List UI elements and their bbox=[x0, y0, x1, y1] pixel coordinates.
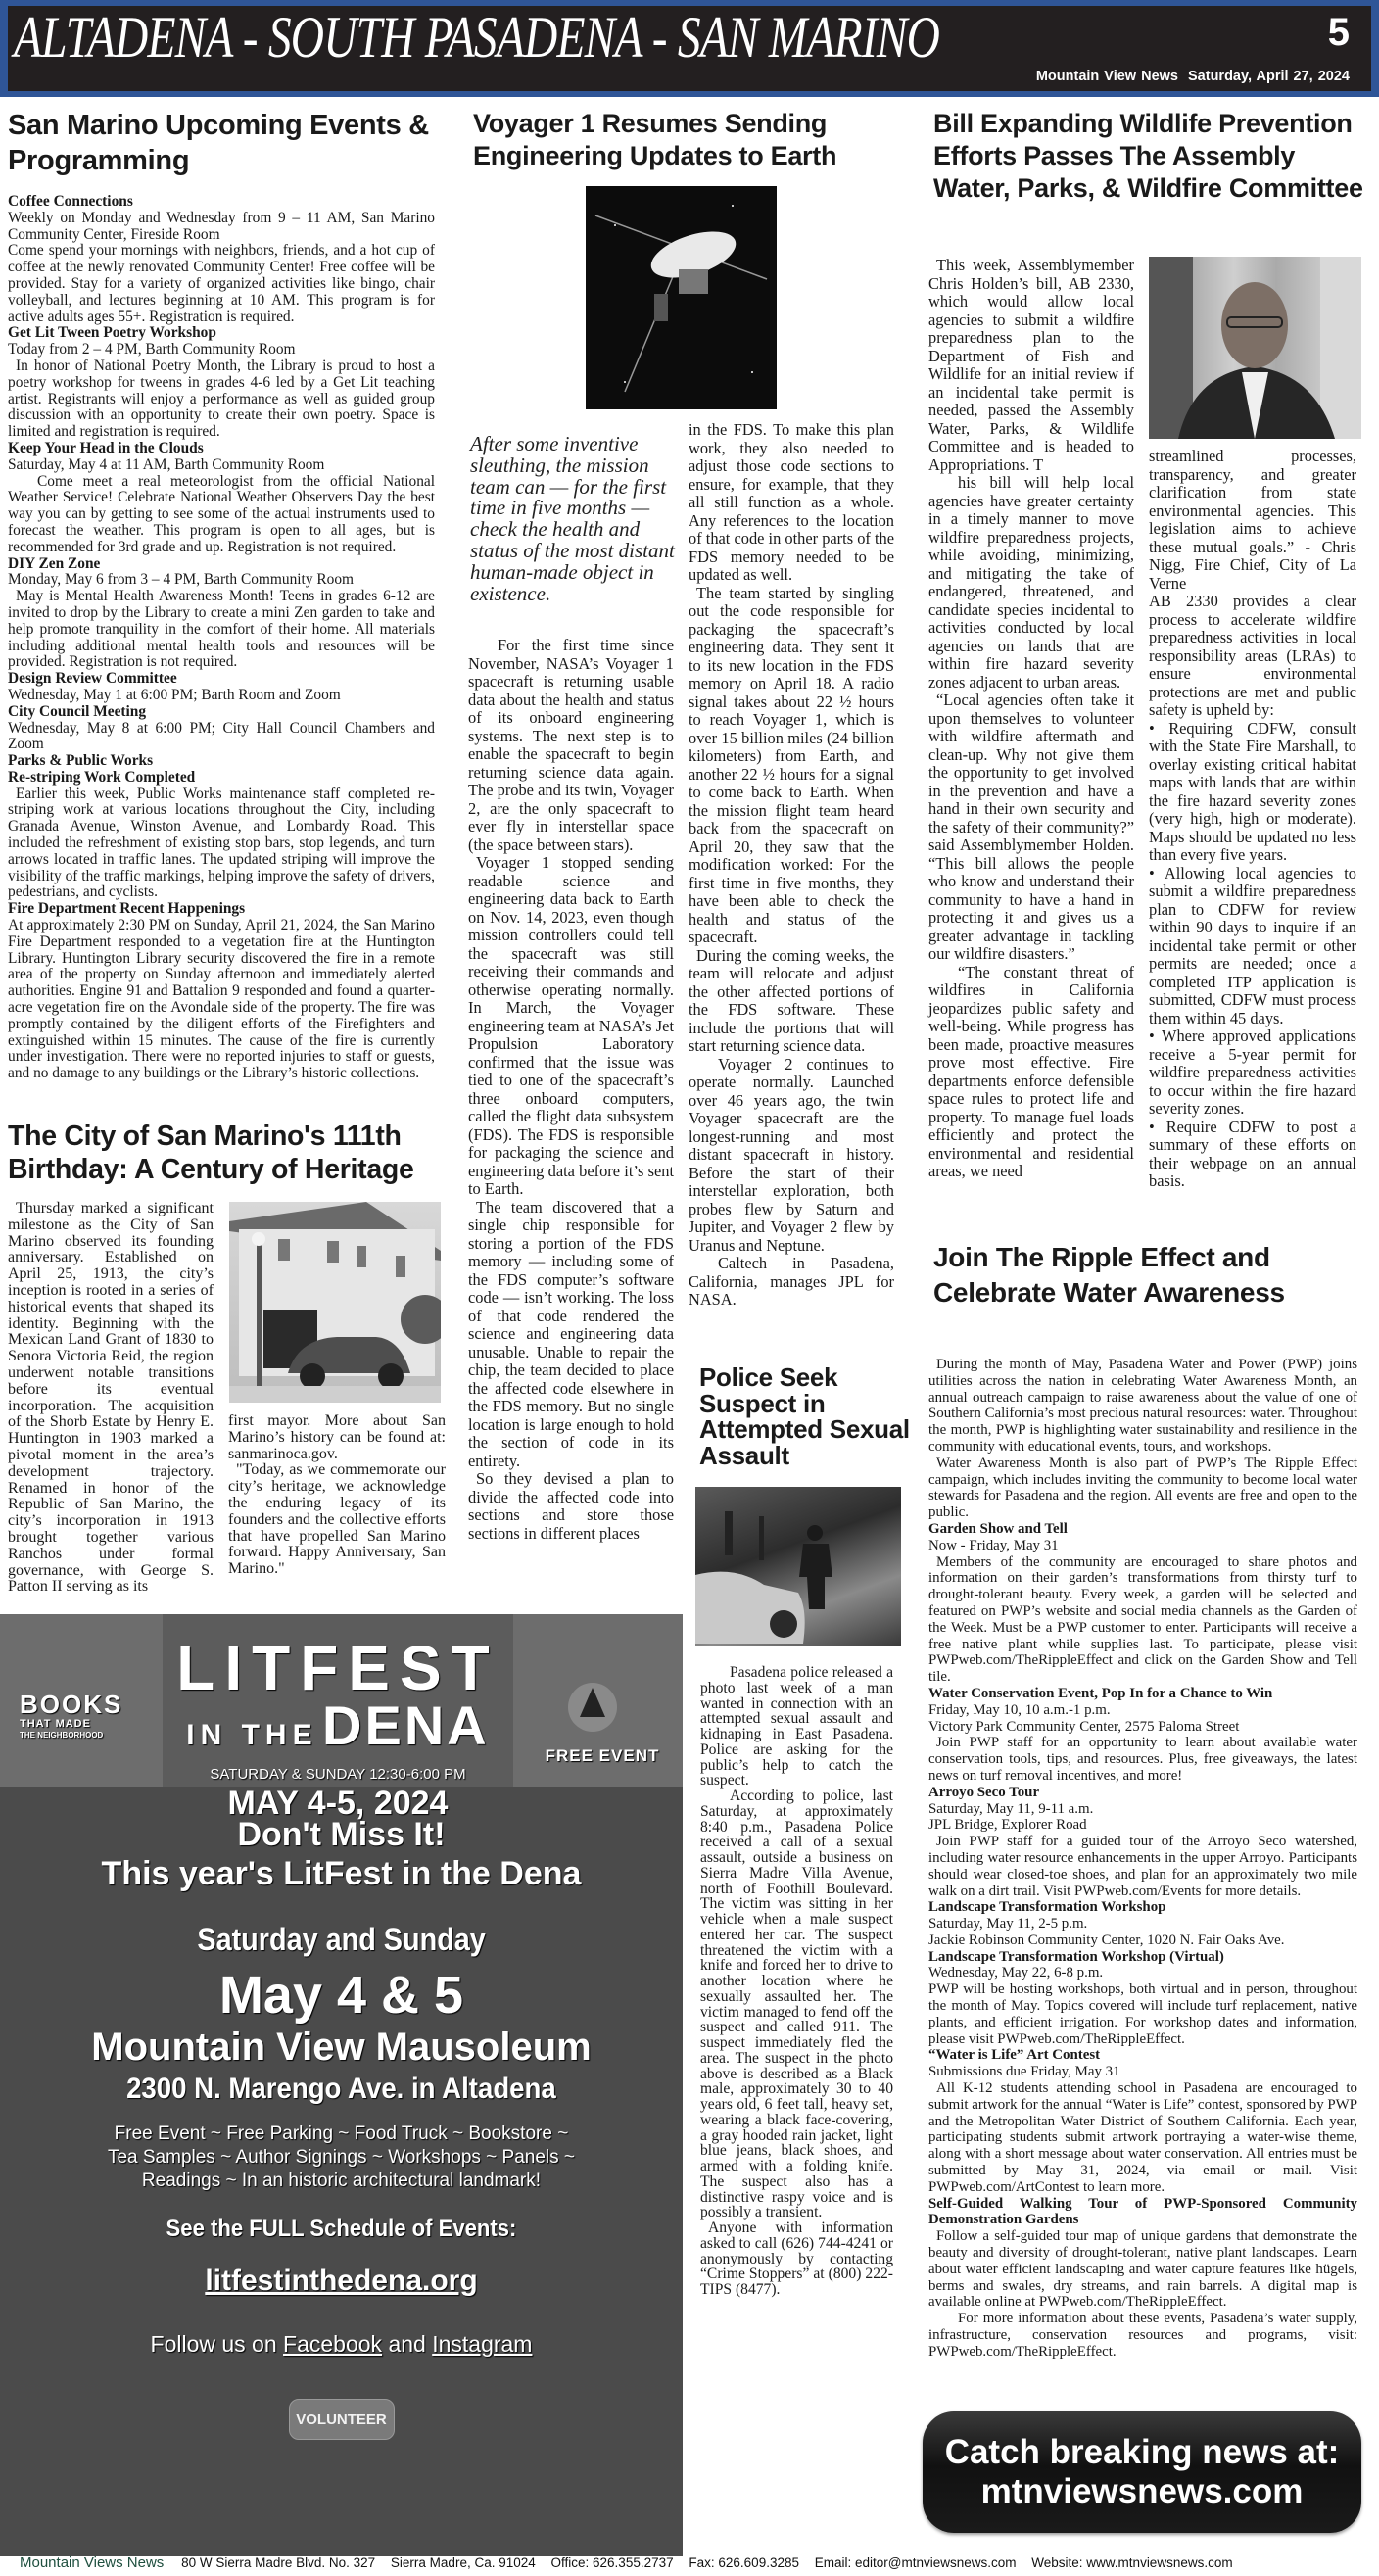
paragraph: PWP will be hosting workshops, both virtual and in person, throughout the month of May. Topics covered will include turf replacement, native plants, and efficient irrigation. For workshop dates and information, please visit PWPweb.com/TheRippleEffect. bbox=[928, 1981, 1357, 2047]
subheading: Keep Your Head in the Clouds bbox=[8, 439, 204, 456]
paragraph: For more information about these events, Pasadena’s water supply, infrastructure, conservation resources and programs, visit: PWPweb.com/TheRippleEffect. bbox=[928, 2311, 1357, 2360]
page-number: 5 bbox=[1327, 11, 1350, 54]
paragraph: Wednesday, May 1 at 6:00 PM; Barth Room and Zoom bbox=[8, 686, 341, 703]
ad-address: 2300 N. Marengo Ave. in Altadena bbox=[126, 2073, 556, 2105]
ripple-body bbox=[928, 1357, 1357, 2361]
paragraph: Wednesday, May 22, 6-8 p.m. bbox=[928, 1965, 1104, 1981]
ad-venue: Mountain View Mausoleum bbox=[91, 2026, 592, 2069]
paragraph: “The constant threat of wildfires in California jeopardizes public safety and well-being. While progress has been made, proactive measures prove most effective. Fire departments enforce defensible space rules to protect life and property. To manage fuel loads efficiently and protect the environmental and residential areas, we need bbox=[928, 962, 1134, 1180]
paragraph: During the coming weeks, the team will relocate and adjust the other affected portions of the FDS software. These include the portions that will start returning science data. bbox=[689, 945, 894, 1055]
footer-email[interactable]: Email: editor@mtnviewsnews.com bbox=[814, 2555, 1017, 2570]
paragraph: in the FDS. To make this plan work, they also needed to adjust those code sections to ensure, for example, that they all still function as a whole. Any references to the location of that code in other parts of the FDS memory needed to be updated as well. bbox=[689, 420, 894, 584]
suspect-photo bbox=[695, 1487, 901, 1646]
paragraph: Caltech in Pasadena, California, manages JPL for NASA. bbox=[689, 1254, 894, 1309]
paragraph: AB 2330 provides a clear process to accelerate wildfire preparedness activities in local responsibility areas (LRAs) to ensure environmental protections are met and public safety is upheld by: bbox=[1149, 592, 1356, 719]
bill-body-right bbox=[1149, 448, 1356, 1191]
publication-name: Mountain View News bbox=[1035, 69, 1178, 84]
breaking-news-url: mtnviewsnews.com bbox=[980, 2472, 1304, 2510]
paragraph: Saturday, May 11, 2-5 p.m. bbox=[928, 1916, 1088, 1932]
paragraph: Join PWP staff for a guided tour of the Arroyo Seco watershed, including water resource enhancements in the upper Arroyo. Participants should wear closed-toe shoes, and plan for an approximately two mile walk on a dirt trail. Visit PWPweb.com/Events for more details. bbox=[928, 1834, 1357, 1899]
paragraph: So they devised a plan to divide the affected code into sections and store those sections in different places bbox=[468, 1469, 674, 1543]
free-event-label: FREE EVENT bbox=[545, 1746, 660, 1765]
litfest-advertisement[interactable] bbox=[0, 1614, 683, 2556]
subheading: Landscape Transformation Workshop (Virtual) bbox=[928, 1948, 1224, 1965]
holden-portrait bbox=[1149, 257, 1361, 439]
subheading: Landscape Transformation Workshop bbox=[928, 1899, 1166, 1916]
paragraph: Saturday, May 4 at 11 AM, Barth Community Room bbox=[8, 455, 325, 473]
books-logo bbox=[20, 1691, 147, 1741]
paragraph: Saturday, May 11, 9-11 a.m. bbox=[928, 1800, 1094, 1817]
paragraph: Earlier this week, Public Works maintenance staff completed re-striping work at various locations throughout the City, including Granada Avenue, Winston Avenue, and Lombardy Road. This included the refreshment of existing stop bars, stop legends, and turn arrows located in traffic lanes. The updated striping will improve the visibility of the traffic markings, helping improve the safety of drivers, pedestrians, and cyclists. bbox=[8, 785, 435, 901]
footer-website[interactable]: Website: www.mtnviewsnews.com bbox=[1031, 2555, 1233, 2570]
breaking-news-line: Catch breaking news at: bbox=[944, 2433, 1340, 2471]
ripple-heading: Join The Ripple Effect and Celebrate Water Awareness bbox=[933, 1242, 1285, 1308]
subheading: Arroyo Seco Tour bbox=[928, 1784, 1040, 1800]
bullet-item: • Requiring CDFW, consult with the State Fire Marshall, to overlay existing critical habitat maps with lands that are within the fire hazard severity zones (very high, high or moderate). Maps should be updated no less than every five years. bbox=[1149, 718, 1356, 864]
page-footer bbox=[20, 2554, 1379, 2571]
ad-features bbox=[108, 2123, 575, 2193]
ad-days: Saturday and Sunday bbox=[197, 1922, 486, 1957]
voyager-body-right bbox=[689, 421, 894, 1310]
police-body bbox=[700, 1665, 893, 2298]
paragraph: Victory Park Community Center, 2575 Paloma Street bbox=[928, 1718, 1240, 1735]
subheading: “Water is Life” Art Contest bbox=[928, 2047, 1101, 2064]
ad-follow-text: Follow us on bbox=[150, 2331, 277, 2357]
volunteer-button[interactable]: VOLUNTEER bbox=[289, 2399, 395, 2440]
paragraph: Submissions due Friday, May 31 bbox=[928, 2064, 1120, 2080]
litfest-website-link[interactable]: litfestinthedena.org bbox=[205, 2265, 478, 2297]
ad-feature-line: Readings ~ In an historic architectural landmark! bbox=[141, 2171, 542, 2191]
paragraph: Voyager 2 continues to operate normally. Launched over 46 years ago, the twin Voyager spacecraft are the longest-running and most distant spacecraft in history. Before the start of their interstellar exploration, both probes flew by Saturn and Jupiter, and Voyager 2 flew by Uranus and Neptune. bbox=[689, 1054, 894, 1255]
paragraph: JPL Bridge, Explorer Road bbox=[928, 1817, 1087, 1834]
subheading: Get Lit Tween Poetry Workshop bbox=[8, 324, 216, 342]
facebook-link[interactable]: Facebook bbox=[283, 2331, 383, 2357]
paragraph: The team started by singling out the code responsible for packaging the spacecraft’s engineering data. They sent it to its new location in the FDS memory on April 18. A radio signal takes about 22 ½ hours to reach Voyager 1, which is over 15 billion miles (24 billion kilometers) from Earth, and another 22 ½ hours for a signal to come back to Earth. When the mission flight team heard back from the spacecraft on April 20, they saw that the modification worked: For the first time in five months, they have been able to check the health and status of the spacecraft. bbox=[689, 583, 894, 946]
paragraph: Wednesday, May 8 at 6:00 PM; City Hall Council Chambers and Zoom bbox=[8, 719, 435, 753]
city-hall-photo bbox=[229, 1202, 441, 1403]
paragraph: Members of the community are encouraged to share photos and information on their garden’s transformations from thirsty turf to drought-tolerant beauty. Every week, a garden will be selected and featured on PWP’s website and social media channels as the Garden of the Week. Must be a PWP customer to enter. Participants will receive a free native plant while supplies last. To participate, please visit PWPweb.com/TheRippleEffect and click on the Garden Show and Tell tile. bbox=[928, 1553, 1357, 1686]
paragraph: Now - Friday, May 31 bbox=[928, 1537, 1059, 1553]
paragraph: Join PWP staff for an opportunity to learn about available water conservation tools, tips, and resources. Plus, free giveaways, the latest news on turf removal incentives, and more! bbox=[928, 1735, 1357, 1784]
paragraph: Pasadena police released a photo last week of a man wanted in connection with an attempted sexual assault and kidnaping in East Pasadena. Police are asking for the public’s help to catch the suspect. bbox=[700, 1664, 893, 1789]
history-body-left bbox=[8, 1201, 214, 1596]
subheading: Garden Show and Tell bbox=[928, 1520, 1068, 1537]
spacecraft-icon bbox=[586, 186, 777, 409]
bullet-item: • Allowing local agencies to submit a wildfire preparedness plan to CDFW for review within 90 days to inquire if an incidental take permit or other permits are needed; once a completed ITP application is submitted, CDFW must process them within 45 days. bbox=[1149, 863, 1356, 1027]
litfest-in-the: IN THE bbox=[186, 1719, 318, 1751]
footer-office-phone: Office: 626.355.2737 bbox=[550, 2555, 674, 2570]
paragraph: In honor of National Poetry Month, the Library is proud to host a poetry workshop for tweens in grades 4-6 led by a Get Lit teaching artist. Registrants will enjoy a performance as well as guided group discussion with an opportunity to create their own poetry. Space is limited and registration is required. bbox=[8, 357, 435, 441]
history-body-right bbox=[228, 1413, 446, 1578]
paragraph: Weekly on Monday and Wednesday from 9 – 11 AM, San Marino Community Center, Fireside Room bbox=[8, 209, 435, 243]
litfest-hours: SATURDAY & SUNDAY 12:30-6:00 PM bbox=[210, 1766, 466, 1783]
litfest-dates: MAY 4-5, 2024 bbox=[227, 1785, 449, 1822]
subheading: Water Conservation Event, Pop In for a Chance to Win bbox=[928, 1685, 1273, 1701]
ad-banner bbox=[0, 1614, 683, 1822]
building-image bbox=[229, 1202, 441, 1403]
litfest-logo bbox=[163, 1633, 513, 1823]
paragraph: Voyager 1 stopped sending readable science and engineering data back to Earth on Nov. 14, 2023, even though mission controllers could tell the spacecraft was still receiving their commands and otherwise operating normally. In March, the Voyager engineering team at NASA’s Jet Propulsion Laboratory confirmed that the issue was tied to one of the spacecraft’s three onboard computers, called the flight data subsystem (FDS). The FDS is responsible for packaging the science and engineering data before it’s sent to Earth. bbox=[468, 853, 674, 1198]
footer-fax: Fax: 626.609.3285 bbox=[689, 2555, 799, 2570]
footer-brand: Mountain Views News bbox=[20, 2554, 165, 2571]
paragraph: During the month of May, Pasadena Water and Power (PWP) joins utilities across the nation in celebrating Water Awareness Month, an annual outreach campaign to raise awareness about the value of one of Southern California’s most precious natural resources: water. Throughout the month, PWP is highlighting water sustainability and resilience in the community with educational events, tours, and workshops. bbox=[928, 1357, 1357, 1455]
subheading: DIY Zen Zone bbox=[8, 554, 101, 572]
paragraph: Follow a self-guided tour map of unique gardens that demonstrate the beauty and diversity of drought-tolerant, native plant landscapes. Learn about water efficient landscaping and water capture features like hügels, berms and swales, dry streams, and rain barrels. A digital map is available online at PWPweb.com/TheRippleEffect. bbox=[928, 2228, 1357, 2311]
subheading: Coffee Connections bbox=[8, 193, 133, 210]
footer-address: 80 W Sierra Madre Blvd. No. 327 bbox=[181, 2555, 376, 2570]
paragraph: Friday, May 10, 10 a.m.-1 p.m. bbox=[928, 1701, 1111, 1718]
ad-feature-line: Tea Samples ~ Author Signings ~ Workshops ~ Panels ~ bbox=[107, 2147, 576, 2168]
bill-body-left bbox=[928, 257, 1134, 1181]
masthead bbox=[0, 0, 1379, 97]
police-heading: Police Seek Suspect in Attempted Sexual Assault bbox=[699, 1362, 910, 1470]
bill-heading: Bill Expanding Wildlife Prevention Efforts Passes The Assembly Water, Parks, & Wildfire Committee bbox=[933, 109, 1363, 203]
paragraph: Come spend your mornings with neighbors, friends, and a hot cup of coffee at the newly renovated Community Center! Free coffee will be provided. Stay for a variety of organized activities like bingo, chair volleyball, and lectures beginning at 10 AM. This program is for active adults ages 55+. Registration is required. bbox=[8, 242, 435, 325]
ad-and-text: and bbox=[388, 2331, 426, 2357]
mausoleum-logo-icon bbox=[568, 1683, 617, 1732]
litfest-dena: DENA bbox=[322, 1694, 490, 1756]
ad-this-year: This year's LitFest in the Dena bbox=[101, 1855, 582, 1892]
paragraph: Today from 2 – 4 PM, Barth Community Room bbox=[8, 341, 296, 358]
masthead-subline bbox=[1036, 69, 1350, 85]
paragraph: The team discovered that a single chip responsible for storing a portion of the FDS memory — including some of the FDS computer’s software code — isn’t working. The loss of that code rendered the science and engineering data unusable. Unable to repair the chip, the team decided to place the affected code elsewhere in the FDS memory. But no single location is large enough to hold the section of code in its entirety. bbox=[468, 1197, 674, 1470]
paragraph: Jackie Robinson Community Center, 1020 N. Fair Oaks Ave. bbox=[928, 1932, 1285, 1948]
subheading: Fire Department Recent Happenings bbox=[8, 900, 246, 918]
paragraph: This week, Assemblymember Chris Holden’s bill, AB 2330, which would allow local agencies to submit a wildfire preparedness plan to the Department of Fish and Wildlife for an initial review if an incidental take permit is needed, passed the Assembly Water, Parks, & Wildlife Committee and is headed to Appropriations. T bbox=[928, 256, 1134, 474]
paragraph: “Local agencies often take it upon themselves to volunteer with wildfire aftermath and clean-up. Why not give them the opportunity to get involved in the prevention and have a hand in their own security and the safety of their community?” said Assemblymember Holden. “This bill allows the people who know and understand their community to have a hand in protecting it and gives us a greater advantage in tackling our wildfire disasters.” bbox=[928, 691, 1134, 963]
ad-follow bbox=[151, 2330, 533, 2358]
paragraph: first mayor. More about San Marino’s history can be found at: sanmarinoca.gov. bbox=[228, 1412, 446, 1462]
portrait-image bbox=[1149, 257, 1361, 439]
sm-events-heading: San Marino Upcoming Events & Programming bbox=[8, 110, 429, 176]
paragraph: At approximately 2:30 PM on Sunday, April 21, 2024, the San Marino Fire Department responded to a vegetation fire at the Huntington Library. Huntington Library security discovered the fire in a remote area of the property on Sunday afternoon and immediately alerted authorities. Engine 91 and Battalion 9 responded and found a quarter-acre vegetation fire on the Avondale side of the property. The fire was promptly contained by the diligent efforts of the Firefighters and extinguished within 15 minutes. The cause of the fire is currently under investigation. There were no reported injuries to staff or guests, and no damage to any buildings or the Library’s historic collections. bbox=[8, 917, 435, 1082]
history-heading: The City of San Marino's 111th Birthday: A Century of Heritage bbox=[8, 1121, 414, 1185]
paragraph: According to police, last Saturday, at approximately 8:40 p.m., Pasadena Police received a call of a sexual assault, outside a business on Sierra Madre Villa Avenue, north of Foothill Boulevard. The victim was sitting in her vehicle when a male suspect entered her car. The suspect threatened the victim with a knife and forced her to drive to another location where he sexually assaulted her. The victim managed to fend off the suspect and called 911. The suspect immediately fled the area. The suspect in the photo above is described as a Black male, approximately 30 to 40 years old, 6 feet tall, heavy set, wearing a black face-covering, a gray hooded rain jacket, light blue jeans, black shoes, and armed with a folding knife. The suspect also has a distinctive raspy voice and is possibly a transient. bbox=[700, 1788, 893, 2221]
books-logo-line: THE NEIGHBORHOOD bbox=[20, 1731, 104, 1740]
paragraph: "Today, as we commemorate our city’s heritage, we acknowledge the enduring legacy of its founders and the collective efforts that have propelled San Marino forward. Happy Anniversary, San Marino." bbox=[228, 1461, 446, 1578]
surveillance-image bbox=[695, 1487, 901, 1646]
sm-events-body bbox=[8, 194, 435, 1082]
paragraph: Monday, May 6 from 3 – 4 PM, Barth Community Room bbox=[8, 571, 354, 589]
instagram-link[interactable]: Instagram bbox=[432, 2331, 533, 2357]
masthead-band bbox=[8, 6, 1371, 91]
voyager-body-left bbox=[468, 637, 674, 1543]
ad-date-big: May 4 & 5 bbox=[218, 1966, 464, 2025]
footer-city: Sierra Madre, Ca. 91024 bbox=[390, 2555, 536, 2570]
paragraph: his bill will help local agencies have greater certainty in a timely manner to move wildfire preparedness projects, while avoiding, minimizing, and mitigating the take of endangered, threatened, and candidate species incidental to activities conducted by local agencies on lands that are within fire hazard severity zones adjacent to urban areas. bbox=[928, 473, 1134, 692]
subheading: Re-striping Work Completed bbox=[8, 768, 196, 786]
section-title: ALTADENA - SOUTH PASADENA - SAN MARINO bbox=[14, 5, 940, 70]
subheading: Parks & Public Works bbox=[8, 752, 154, 770]
breaking-news-banner[interactable] bbox=[923, 2411, 1361, 2533]
paragraph: Water Awareness Month is also part of PWP’s The Ripple Effect campaign, which includes inviting the community to become local water stewards for Pasadena and the region. All events are free and open to the public. bbox=[928, 1455, 1357, 1521]
subheading: Design Review Committee bbox=[8, 670, 177, 688]
ad-schedule: See the FULL Schedule of Events: bbox=[166, 2216, 517, 2242]
bullet-item: • Where approved applications receive a 5-year permit for wildfire preparedness activities to occur within the fire hazard severity zones. bbox=[1149, 1026, 1356, 1118]
paragraph: streamlined processes, transparency, and greater clarification from state environmental agencies. This legislation aims to achieve these mutual goals.” - Chris Nigg, Fire Chief, City of La Verne bbox=[1149, 447, 1356, 593]
paragraph: For the first time since November, NASA’s Voyager 1 spacecraft is returning usable data about the health and status of its onboard engineering systems. The next step is to enable the spacecraft to begin returning science data again. The probe and its twin, Voyager 2, are the only spacecraft to ever fly in interstellar space (the space between stars). bbox=[468, 636, 674, 854]
ad-feature-line: Free Event ~ Free Parking ~ Food Truck ~ Bookstore ~ bbox=[114, 2123, 569, 2144]
ad-body bbox=[0, 1815, 683, 2440]
paragraph: Come meet a real meteorologist from the official National Weather Service! Celebrate National Weather Observers Day the best way you can by getting to see some of the actual instruments used to forecast the weather. This program is open to all ages, but is recommended for 3rd grade and up. Registration is not required. bbox=[8, 472, 435, 555]
paragraph: Anyone with information asked to call (626) 744-4241 or anonymously by contacting “Crime Stoppers” at (800) 222-TIPS (8477). bbox=[700, 2219, 893, 2298]
books-logo-line: BOOKS bbox=[20, 1690, 123, 1719]
subheading: Self-Guided Walking Tour of PWP-Sponsored Community Demonstration Gardens bbox=[928, 2195, 1357, 2228]
paragraph: May is Mental Health Awareness Month! Teens in grades 6-12 are invited to drop by the Library to create a mini Zen garden to take and help promote tranquility in the comfort of their home. All materials including additional mental health tools and resources will be provided. Registration is not required. bbox=[8, 588, 435, 671]
paragraph: Thursday marked a significant milestone as the City of San Marino observed its founding anniversary. Established on April 25, 1913, the city’s inception is rooted in a series of historical events that shaped its identity. Beginning with the Mexican Land Grant of 1830 to Senora Victoria Reid, the region underwent notable transitions before its eventual incorporation. The acquisition of the Shorb Estate by Henry E. Huntington in 1903 marked a pivotal moment in the area’s development trajectory. Renamed in honor of the Republic of San Marino, the city’s incorporation in 1913 brought together various Ranchos under formal governance, with George S. Patton II serving as its bbox=[8, 1200, 214, 1596]
subheading: City Council Meeting bbox=[8, 702, 147, 720]
voyager-spacecraft-image bbox=[586, 186, 777, 409]
bullet-item: • Require CDFW to post a summary of these efforts on their webpage on an annual basis. bbox=[1149, 1117, 1356, 1190]
voyager-heading: Voyager 1 Resumes Sending Engineering Updates to Earth bbox=[473, 109, 837, 170]
paragraph: All K-12 students attending school in Pasadena are encouraged to submit artwork for the annual “Water is Life” contest, sponsored by PWP and the Metropolitan Water District of Southern California. Each year, participating students submit artwork portraying a water-wise theme, along with a short message about water conservation. All entries must be submitted by May 31, 2024, via email or mail. Visit PWPweb.com/ArtContest to learn more. bbox=[928, 2080, 1357, 2195]
ad-dont-miss: Don't Miss It! bbox=[237, 1816, 446, 1853]
books-logo-line: THAT MADE bbox=[20, 1718, 91, 1730]
issue-date: Saturday, April 27, 2024 bbox=[1188, 69, 1350, 84]
voyager-pull-quote: After some inventive sleuthing, the mission team can — for the first time in five months — check the health and status of the most distant human-made object in existence. bbox=[470, 432, 675, 605]
litfest-title: LITFEST bbox=[176, 1633, 499, 1703]
